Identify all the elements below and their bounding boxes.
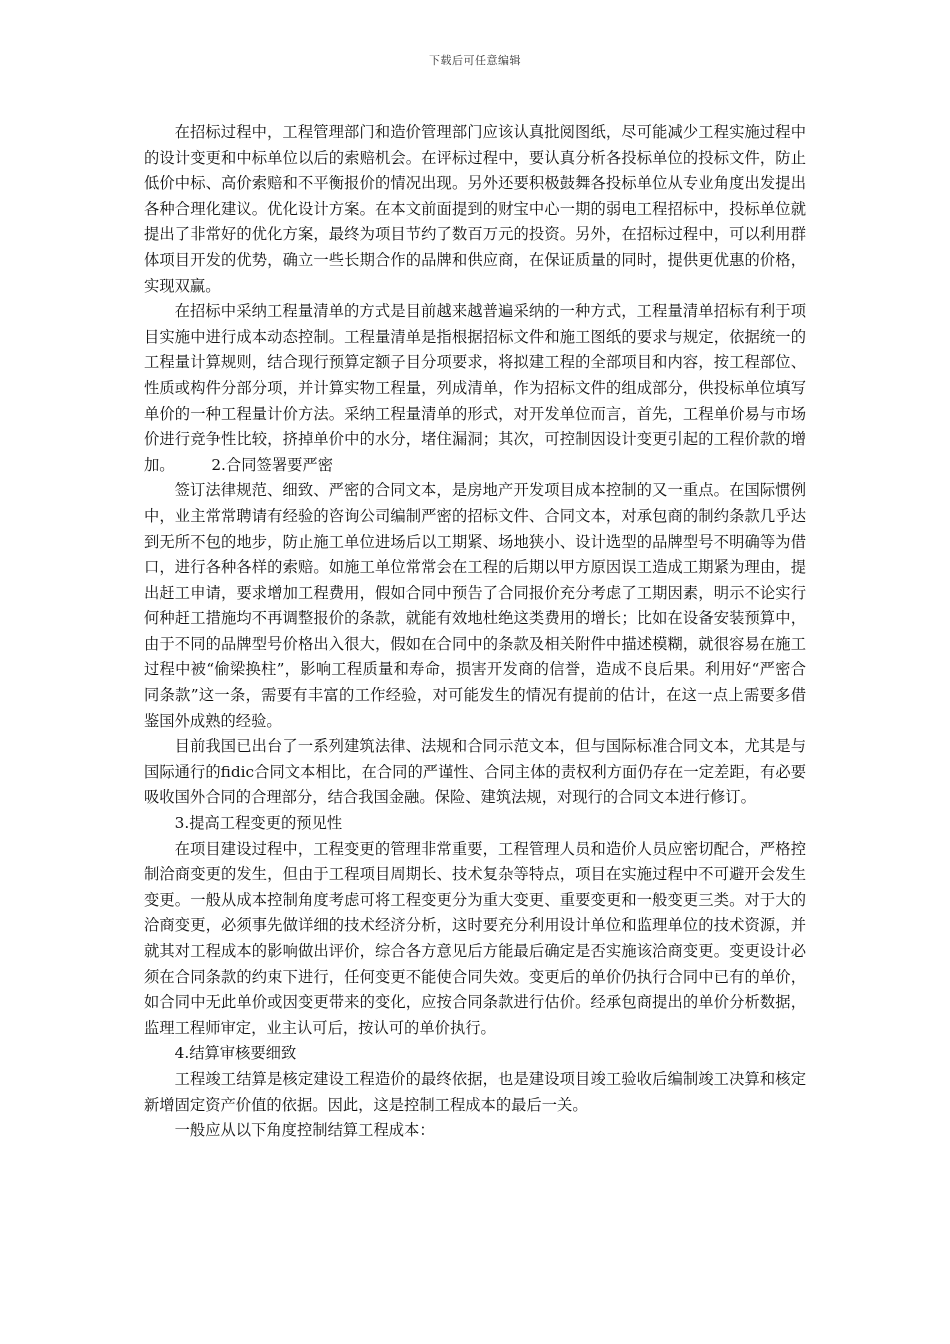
paragraph-bill-of-quantities xyxy=(144,299,806,478)
paragraph-text: 一般应从以下角度控制结算工程成本： xyxy=(174,1121,435,1140)
paragraph-text: 目前我国已出台了一系列建筑法律、法规和合同示范文本，但与国际标准合同文本，尤其是与国际通行的fidic合同文本相比，在合同的严谨性、合同主体的责权利方面仍存在一定差距，有必要吸收国外合同的合理部分，结合我国金融。保险、建筑法规，对现行的合同文本进行修订。 xyxy=(144,737,806,807)
heading-text: 4.结算审核要细致 xyxy=(174,1044,297,1063)
paragraph-text: 工程竣工结算是核定建设工程造价的最终依据，也是建设项目竣工验收后编制竣工决算和核定新增固定资产价值的依据。因此，这是控制工程成本的最后一关。 xyxy=(144,1069,806,1114)
section-heading-change xyxy=(144,811,806,837)
paragraph-bidding-process xyxy=(144,120,806,299)
paragraph-text: 在招标过程中，工程管理部门和造价管理部门应该认真批阅图纸，尽可能减少工程实施过程中的设计变更和中标单位以后的索赔机会。在评标过程中，要认真分析各投标单位的投标文件，防止低价中标、高价索赔和不平衡报价的情况出现。另外还要积极鼓舞各投标单位从专业角度出发提出各种合理化建议。优化设计方案。在本文前面提到的财宝中心一期的弱电工程招标中，投标单位就提出了非常好的优化方案，最终为项目节约了数百万元的投资。另外，在招标过程中，可以利用群体项目开发的优势，确立一些长期合作的品牌和供应商，在保证质量的同时，提供更优惠的价格，实现双赢。 xyxy=(144,123,806,295)
page-header: 下载后可任意编辑 xyxy=(429,54,521,67)
section-heading-settlement xyxy=(144,1041,806,1067)
paragraph-settlement-aspects xyxy=(144,1118,806,1144)
section-heading-contract: 2.合同签署要严密 xyxy=(211,455,334,474)
paragraph-text: 在招标中采纳工程量清单的方式是目前越来越普遍采纳的一种方式，工程量清单招标有利于项目实施中进行成本动态控制。工程量清单是指根据招标文件和施工图纸的要求与规定，依据统一的工程量计算规则，结合现行预算定额子目分项要求，将拟建工程的全部项目和内容，按工程部位、性质或构件分部分项，并计算实物工程量，列成清单，作为招标文件的组成部分，供投标单位填写单价的一种工程量计价方法。采纳工程量清单的形式，对开发单位而言，首先，工程单价易与市场价进行竞争性比较，挤掉单价中的水分，堵住漏洞；其次，可控制因设计变更引起的工程价款的增加。 xyxy=(144,302,806,474)
paragraph-contract-signing xyxy=(144,478,806,734)
paragraph-contract-standards xyxy=(144,734,806,811)
heading-text: 3.提高工程变更的预见性 xyxy=(174,814,343,833)
document-body xyxy=(144,120,806,1144)
paragraph-final-settlement xyxy=(144,1067,806,1118)
paragraph-text: 在项目建设过程中，工程变更的管理非常重要，工程管理人员和造价人员应密切配合，严格控制洽商变更的发生，但由于工程项目周期长、技术复杂等特点，项目在实施过程中不可避开会发生变更。一般从成本控制角度考虑可将工程变更分为重大变更、重要变更和一般变更三类。对于大的洽商变更，必须事先做详细的技术经济分析，这时要充分利用设计单位和监理单位的技术资源，并就其对工程成本的影响做出评价，综合各方意见后方能最后确定是否实施该洽商变更。变更设计必须在合同条款的约束下进行，任何变更不能使合同失效。变更后的单价仍执行合同中已有的单价，如合同中无此单价或因变更带来的变化，应按合同条款进行估价。经承包商提出的单价分析数据，监理工程师审定，业主认可后，按认可的单价执行。 xyxy=(144,839,806,1037)
paragraph-change-management xyxy=(144,837,806,1042)
paragraph-text: 签订法律规范、细致、严密的合同文本，是房地产开发项目成本控制的又一重点。在国际惯例中，业主常常聘请有经验的咨询公司编制严密的招标文件、合同文本，对承包商的制约条款几乎达到无所不包的地步，防止施工单位进场后以工期紧、场地狭小、设计选型的品牌型号不明确等为借口，进行各种各样的索赔。如施工单位常常会在工程的后期以甲方原因误工造成工期紧为理由，提出赶工申请，要求增加工程费用，假如合同中预告了合同报价充分考虑了工期因素，明示不论实行何种赶工措施均不再调整报价的条款，就能有效地杜绝这类费用的增长；比如在设备安装预算中，由于不同的品牌型号价格出入很大，假如在合同中的条款及相关附件中描述模糊，就很容易在施工过程中被“偷梁换柱”，影响工程质量和寿命，损害开发商的信誉，造成不良后果。利用好“严密合同条款”这一条，需要有丰富的工作经验，对可能发生的情况有提前的估计，在这一点上需要多借鉴国外成熟的经验。 xyxy=(144,481,806,730)
